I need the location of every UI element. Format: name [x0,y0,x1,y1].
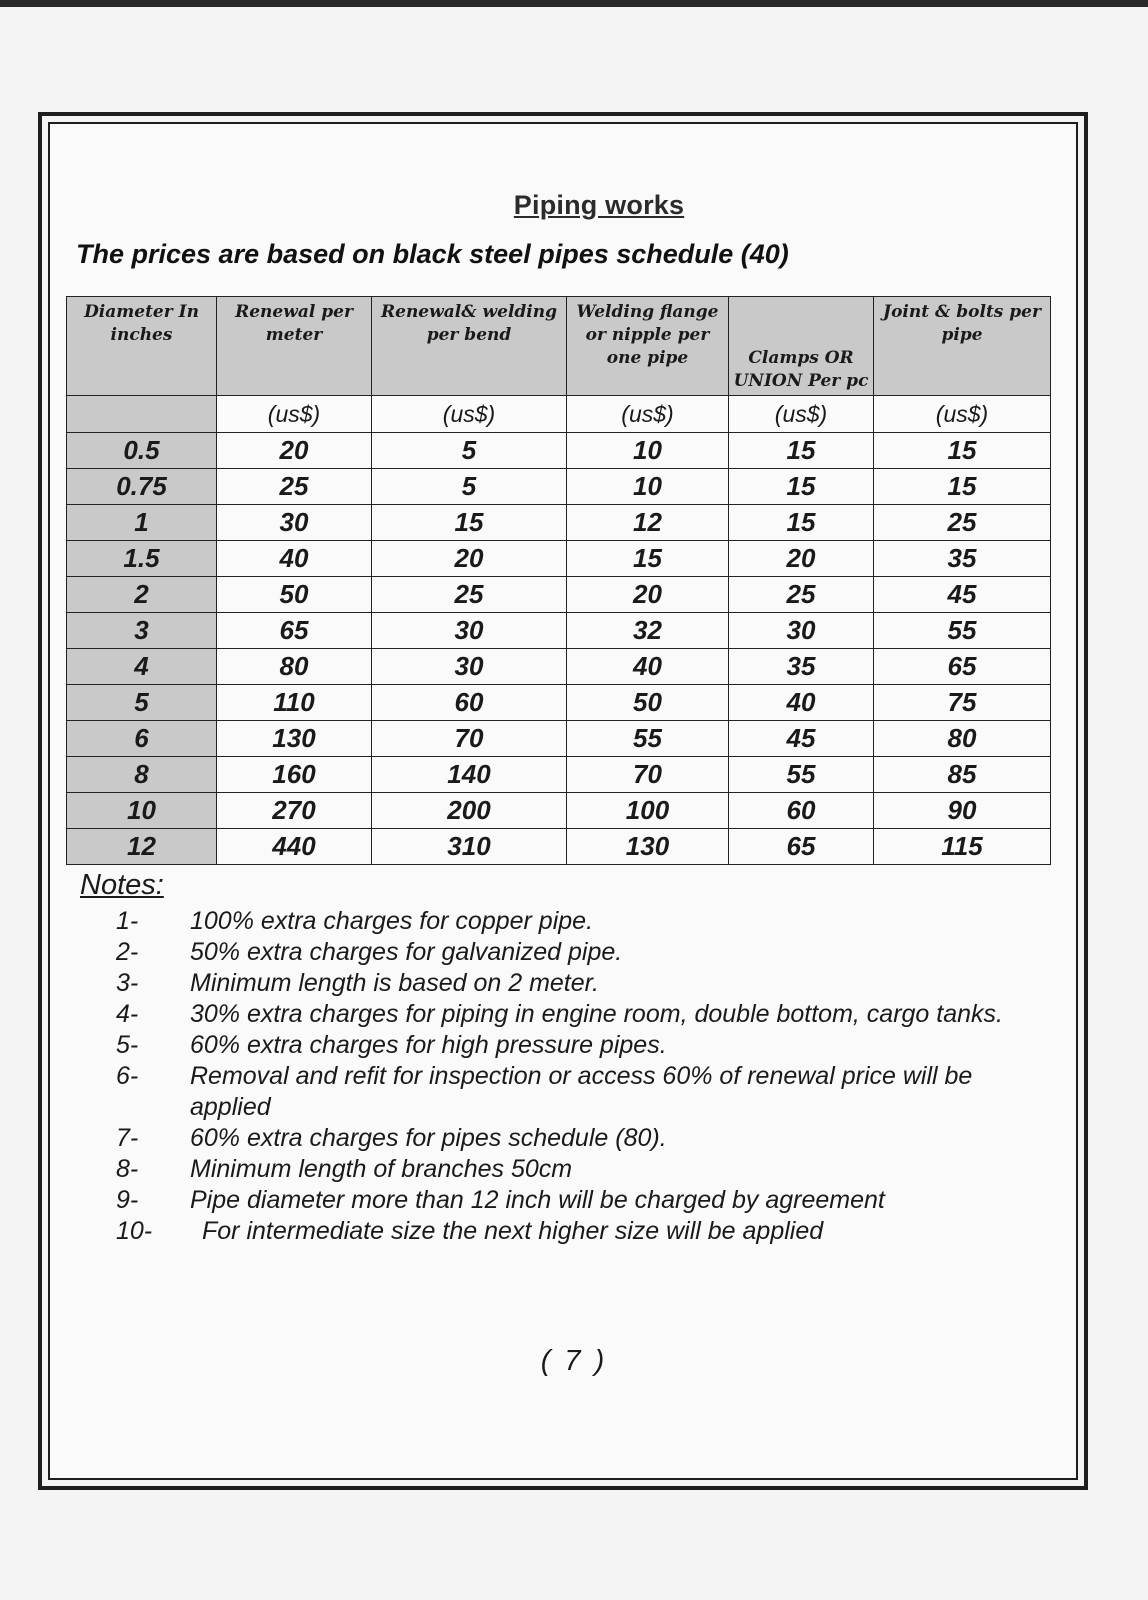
price-table [66,296,1051,865]
price-cell: 32 [567,613,729,649]
price-cell: 15 [729,433,874,469]
notes-title: Notes: [80,869,164,901]
table-row [67,433,1051,469]
note-text: For intermediate size the next higher size will be applied [202,1217,824,1245]
price-cell: 55 [729,757,874,793]
table-row [67,649,1051,685]
header-welding-flange: Welding flange or nipple per one pipe [567,297,729,396]
price-cell: 20 [217,433,372,469]
note-item [116,999,1050,1030]
header-joint-bolts: Joint & bolts per pipe [874,297,1051,396]
note-item [116,906,1050,937]
price-cell: 70 [567,757,729,793]
price-cell: 25 [372,577,567,613]
page-content [64,190,1074,1247]
note-item [116,1123,1050,1154]
unit-cell: (us$) [729,396,874,433]
note-text: 50% extra charges for galvanized pipe. [190,938,623,966]
note-number: 5- [116,1031,139,1059]
price-cell: 15 [874,433,1051,469]
price-cell: 15 [874,469,1051,505]
table-row [67,469,1051,505]
note-number: 10- [116,1217,153,1245]
table-row [67,505,1051,541]
price-cell: 65 [729,829,874,865]
price-cell: 50 [217,577,372,613]
table-row [67,577,1051,613]
price-cell: 5 [372,469,567,505]
note-text: 60% extra charges for pipes schedule (80). [190,1124,667,1152]
table-row [67,793,1051,829]
note-text: Removal and refit for inspection or access 60% of renewal price will be applied [190,1062,973,1121]
price-cell: 20 [567,577,729,613]
diameter-cell: 8 [67,757,217,793]
price-cell: 60 [372,685,567,721]
header-renewal-welding-per-bend: Renewal& welding per bend [372,297,567,396]
price-cell: 40 [217,541,372,577]
price-cell: 55 [874,613,1051,649]
diameter-cell: 0.75 [67,469,217,505]
price-cell: 75 [874,685,1051,721]
price-cell: 25 [874,505,1051,541]
price-cell: 65 [217,613,372,649]
price-cell: 20 [729,541,874,577]
price-cell: 25 [217,469,372,505]
price-cell: 110 [217,685,372,721]
diameter-cell: 10 [67,793,217,829]
price-cell: 35 [729,649,874,685]
table-row [67,829,1051,865]
header-clamps: Clamps OR UNION Per pc [729,297,874,396]
table-header-row [67,297,1051,396]
price-cell: 30 [729,613,874,649]
note-text: 60% extra charges for high pressure pipes. [190,1031,667,1059]
unit-cell: (us$) [874,396,1051,433]
note-text: Minimum length of branches 50cm [190,1155,573,1183]
note-text: Minimum length is based on 2 meter. [190,969,599,997]
price-cell: 60 [729,793,874,829]
price-cell: 85 [874,757,1051,793]
note-number: 6- [116,1062,139,1090]
note-number: 4- [116,1000,139,1028]
page-number: ( 7 ) [540,1345,608,1377]
note-item [116,1061,1050,1123]
price-cell: 30 [217,505,372,541]
price-cell: 10 [567,469,729,505]
price-cell: 90 [874,793,1051,829]
note-number: 8- [116,1155,139,1183]
note-text: 100% extra charges for copper pipe. [190,907,594,935]
diameter-cell: 3 [67,613,217,649]
note-text: 30% extra charges for piping in engine room, double bottom, cargo tanks. [190,1000,1003,1028]
header-diameter: Diameter In inches [67,297,217,396]
price-cell: 270 [217,793,372,829]
price-cell: 10 [567,433,729,469]
price-cell: 115 [874,829,1051,865]
price-cell: 440 [217,829,372,865]
price-cell: 45 [729,721,874,757]
price-cell: 65 [874,649,1051,685]
note-item [116,968,1050,999]
note-number: 1- [116,907,139,935]
diameter-cell: 2 [67,577,217,613]
header-renewal-per-meter: Renewal per meter [217,297,372,396]
price-cell: 50 [567,685,729,721]
price-cell: 70 [372,721,567,757]
price-cell: 12 [567,505,729,541]
scan-top-edge [0,0,1148,7]
price-cell: 200 [372,793,567,829]
diameter-cell: 0.5 [67,433,217,469]
diameter-cell: 6 [67,721,217,757]
note-item [116,937,1050,968]
price-cell: 160 [217,757,372,793]
note-item [116,1216,1062,1247]
price-cell: 310 [372,829,567,865]
table-row [67,721,1051,757]
price-cell: 80 [217,649,372,685]
note-number: 3- [116,969,139,997]
price-cell: 80 [874,721,1051,757]
price-cell: 35 [874,541,1051,577]
diameter-cell: 12 [67,829,217,865]
price-cell: 15 [729,505,874,541]
price-cell: 30 [372,613,567,649]
table-row [67,541,1051,577]
price-cell: 45 [874,577,1051,613]
unit-cell [67,396,217,433]
diameter-cell: 4 [67,649,217,685]
unit-cell: (us$) [567,396,729,433]
price-cell: 40 [729,685,874,721]
page-subtitle: The prices are based on black steel pipes schedule (40) [76,239,789,269]
price-cell: 40 [567,649,729,685]
price-cell: 5 [372,433,567,469]
price-cell: 15 [729,469,874,505]
notes-list [80,906,1074,1247]
diameter-cell: 1.5 [67,541,217,577]
unit-cell: (us$) [217,396,372,433]
price-cell: 30 [372,649,567,685]
table-row [67,613,1051,649]
price-cell: 55 [567,721,729,757]
table-row [67,685,1051,721]
price-cell: 130 [567,829,729,865]
note-item [116,1030,1050,1061]
diameter-cell: 5 [67,685,217,721]
table-row [67,757,1051,793]
note-number: 2- [116,938,139,966]
units-row [67,396,1051,433]
price-cell: 100 [567,793,729,829]
note-item [116,1185,1050,1216]
price-cell: 15 [567,541,729,577]
note-number: 9- [116,1186,139,1214]
notes-section [80,869,1074,1247]
note-item [116,1154,1050,1185]
price-cell: 25 [729,577,874,613]
page-title: Piping works [513,190,685,220]
price-cell: 15 [372,505,567,541]
price-cell: 130 [217,721,372,757]
diameter-cell: 1 [67,505,217,541]
price-cell: 140 [372,757,567,793]
note-text: Pipe diameter more than 12 inch will be charged by agreement [190,1186,885,1214]
unit-cell: (us$) [372,396,567,433]
note-number: 7- [116,1124,139,1152]
price-cell: 20 [372,541,567,577]
